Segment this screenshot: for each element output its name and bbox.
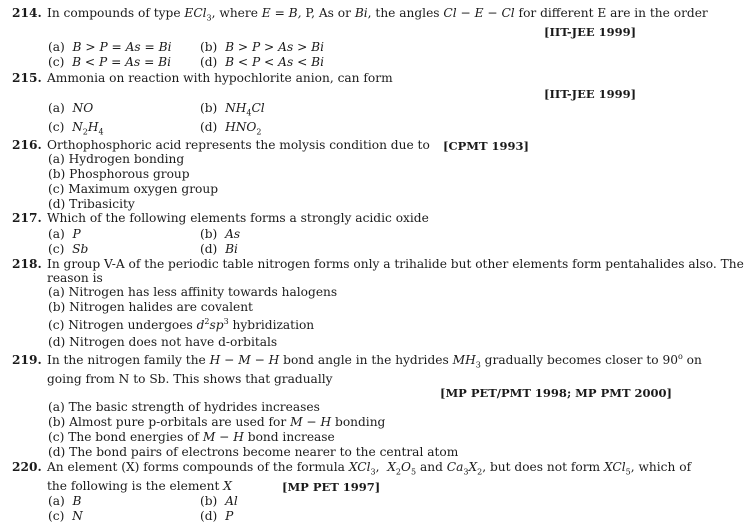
source-tag: [CPMT 1993] xyxy=(443,139,529,153)
option-a: (a) B > P = As = Bi xyxy=(48,40,172,54)
question-number: 217. xyxy=(12,211,42,225)
option-d: (d) Tribasicity xyxy=(48,197,135,211)
option-c: (c) Sb xyxy=(48,242,89,256)
math-e-equals-b: E = B, xyxy=(261,6,302,20)
question-text-continued: the following is the element X xyxy=(47,479,232,493)
question-number: 219. xyxy=(12,353,42,367)
option-a: (a) P xyxy=(48,227,81,241)
option-b: (b) Al xyxy=(200,494,238,508)
option-b: (b) Almost pure p-orbitals are used for M − H bonding xyxy=(48,415,386,429)
question-text: Orthophosphoric acid represents the molysis condition due to xyxy=(47,138,430,152)
math-ecl3: ECl xyxy=(184,6,207,20)
source-tag: [IIT-JEE 1999] xyxy=(544,87,637,101)
option-c: (c) Nitrogen undergoes $d^2sp^3$ hybridization xyxy=(48,316,315,332)
option-a: (a) NO xyxy=(48,101,94,115)
option-c: (c) $N_2H_4$ xyxy=(48,120,104,137)
question-number: 214. xyxy=(12,6,42,20)
source-tag: [MP PET/PMT 1998; MP PMT 2000] xyxy=(440,386,672,400)
option-d: (d) Bi xyxy=(200,242,238,256)
question-text: An element (X) forms compounds of the formula XCl$_3$, $X_2O_5$ and $Ca_3X_2$, but does not form XCl$_5$, which of xyxy=(47,460,692,477)
option-d: (d) B < P < As < Bi xyxy=(200,55,325,69)
option-b: (b) Nitrogen halides are covalent xyxy=(48,300,253,314)
text-fragment: In compounds of type xyxy=(47,6,185,20)
option-c: (c) B < P = As = Bi xyxy=(48,55,172,69)
question-number: 220. xyxy=(12,460,42,474)
question-text: In compounds of type ECl$_3$, where E = B, P, As or Bi, the angles Cl − E − Cl for different E are in the order xyxy=(47,6,708,23)
text-fragment: P, As or xyxy=(301,6,355,20)
question-text-continued: reason is xyxy=(47,271,103,285)
math-bi: Bi xyxy=(354,6,368,20)
question-text-continued: going from N to Sb. This shows that gradually xyxy=(47,372,333,386)
option-a: (a) The basic strength of hydrides increases xyxy=(48,400,320,414)
option-d: (d) $HNO_2$ xyxy=(200,120,262,137)
question-number: 218. xyxy=(12,257,42,271)
question-text: Which of the following elements forms a strongly acidic oxide xyxy=(47,211,429,225)
question-number: 216. xyxy=(12,138,42,152)
option-b: (b) As xyxy=(200,227,241,241)
math-angle: Cl − E − Cl xyxy=(443,6,515,20)
question-number: 215. xyxy=(12,71,42,85)
option-b: (b) B > P > As > Bi xyxy=(200,40,325,54)
option-d: (d) The bond pairs of electrons become nearer to the central atom xyxy=(48,445,459,459)
option-c: (c) Maximum oxygen group xyxy=(48,182,219,196)
option-a: (a) B xyxy=(48,494,82,508)
option-d: (d) Nitrogen does not have d-orbitals xyxy=(48,335,278,349)
option-c: (c) The bond energies of M − H bond increase xyxy=(48,430,335,444)
question-text: Ammonia on reaction with hypochlorite anion, can form xyxy=(47,71,393,85)
text-fragment: for different E are in the order xyxy=(514,6,708,20)
option-b: (b) $NH_4Cl$ xyxy=(200,101,265,118)
option-b: (b) Phosphorous group xyxy=(48,167,190,181)
option-a: (a) Nitrogen has less affinity towards halogens xyxy=(48,285,338,299)
question-text: In the nitrogen family the H − M − H bond angle in the hydrides $MH_3$ gradually becomes closer to 90$^o$ on xyxy=(47,351,702,370)
source-tag: [IIT-JEE 1999] xyxy=(544,25,637,39)
source-tag: [MP PET 1997] xyxy=(282,480,381,494)
text-fragment: , the angles xyxy=(367,6,444,20)
option-a: (a) Hydrogen bonding xyxy=(48,152,185,166)
option-c: (c) N xyxy=(48,509,83,523)
text-fragment: , where xyxy=(211,6,262,20)
question-text: In group V-A of the periodic table nitrogen forms only a trihalide but other elements form pentahalides also. The xyxy=(47,257,744,271)
option-d: (d) P xyxy=(200,509,234,523)
